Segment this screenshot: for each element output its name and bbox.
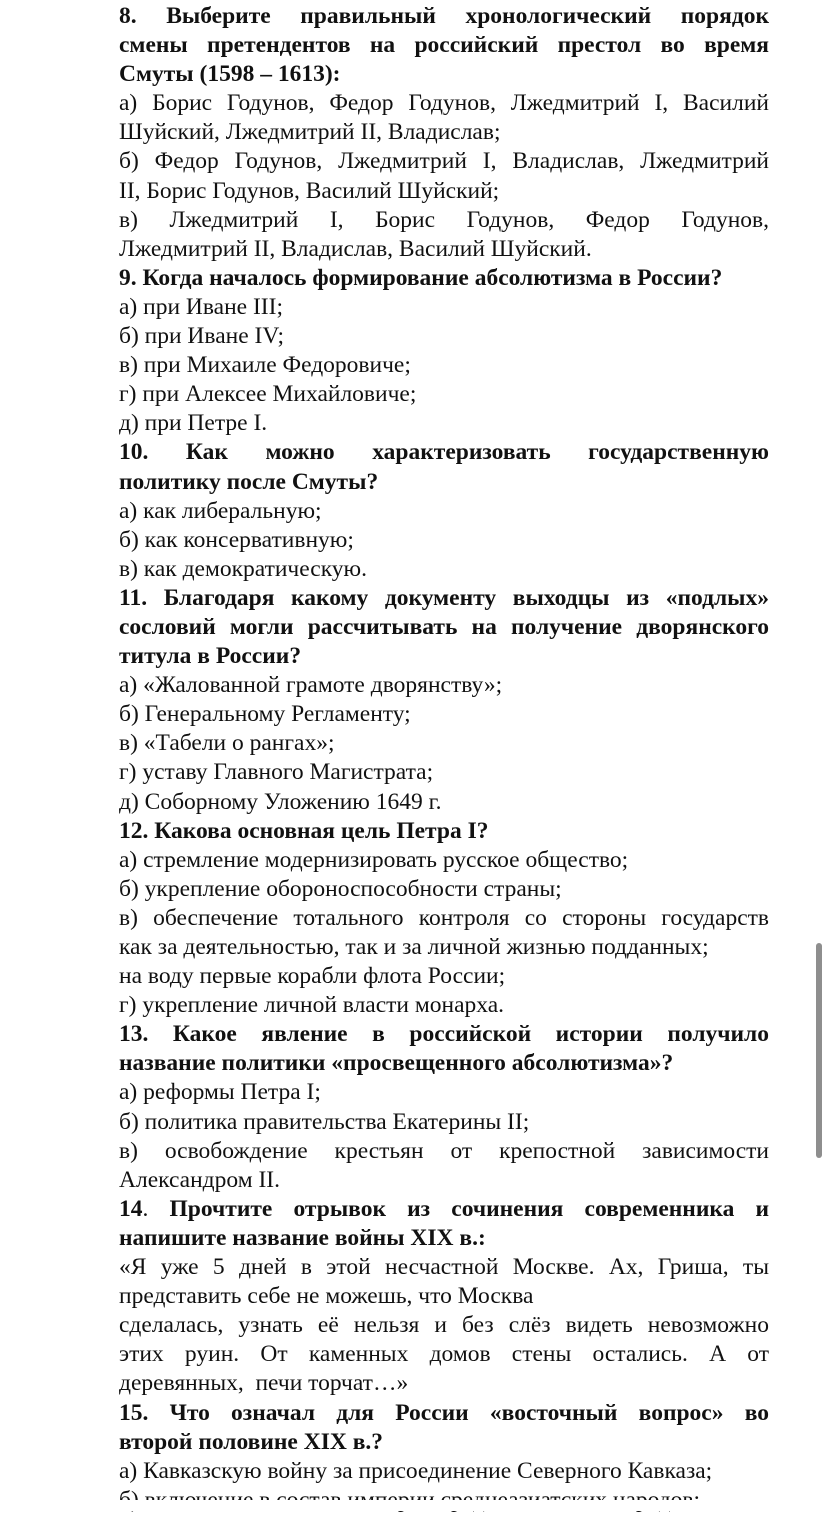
question-10-option: б) как консервативную; xyxy=(119,526,354,553)
question-14 xyxy=(119,1195,769,1399)
question-9 xyxy=(119,264,769,439)
question-8-option-a-line-1: а) Борис Годунов, Федор Годунов, Лжедмитрий I, Василий xyxy=(119,90,769,117)
question-11-option: а) «Жалованной грамоте дворянству»; xyxy=(119,672,503,699)
question-14-quote-line: сделалась, узнать её нельзя и без слёз видеть невозможно xyxy=(119,1312,769,1339)
question-11-option: в) «Табели о рангах»; xyxy=(119,730,335,757)
question-9-option: а) при Иване III; xyxy=(119,293,283,320)
question-11-option: г) уставу Главного Магистрата; xyxy=(119,759,434,786)
question-10-option: в) как демократическую. xyxy=(119,555,367,582)
question-8-title-line-3: Смуты (1598 – 1613): xyxy=(119,61,341,88)
question-14-number-dot: . xyxy=(142,1195,149,1222)
question-11-title-line-1: 11. Благодаря какому документу выходцы из «подлых» xyxy=(119,584,769,611)
question-8-option-c-line-1: в) Лжедмитрий I, Борис Годунов, Федор Годунов, xyxy=(119,206,769,233)
question-11-title-line-2: сословий могли рассчитывать на получение дворянского xyxy=(119,613,769,640)
question-13-option: Александром II. xyxy=(119,1166,280,1193)
question-12-option: г) укрепление личной власти монарха. xyxy=(119,992,504,1019)
question-14-quote-line: «Я уже 5 дней в этой несчастной Москве. Ах, Гриша, ты xyxy=(119,1254,769,1281)
question-15-title-line-2: второй половине XIX в.? xyxy=(119,1428,384,1455)
question-9-option: г) при Алексее Михайловиче; xyxy=(119,381,417,408)
question-12 xyxy=(119,817,769,1021)
page-bottom-crop xyxy=(0,1500,828,1511)
question-12-option: на воду первые корабли флота России; xyxy=(119,963,506,990)
question-14-number: 14 xyxy=(119,1195,143,1222)
question-10-option: а) как либеральную; xyxy=(119,497,322,524)
question-11 xyxy=(119,584,769,817)
question-10-title-line-2: политику после Смуты? xyxy=(119,468,379,495)
question-13-option: а) реформы Петра I; xyxy=(119,1079,321,1106)
question-13-title-line-2: название политики «просвещенного абсолютизма»? xyxy=(119,1050,674,1077)
question-13 xyxy=(119,1020,769,1195)
document-page xyxy=(119,2,769,1515)
question-13-option: в) освобождение крестьян от крепостной зависимости xyxy=(119,1137,769,1164)
question-12-option: б) укрепление обороноспособности страны; xyxy=(119,875,562,902)
vertical-scrollbar[interactable] xyxy=(816,943,822,1158)
question-8 xyxy=(119,2,769,264)
question-9-option: д) при Петре I. xyxy=(119,410,268,437)
question-9-option: б) при Иване IV; xyxy=(119,323,285,350)
question-12-option: а) стремление модернизировать русское общество; xyxy=(119,846,629,873)
question-14-title-line-1 xyxy=(119,1195,769,1224)
question-11-title-line-3: титула в России? xyxy=(119,643,302,670)
question-15-option: а) Кавказскую войну за присоединение Северного Кавказа; xyxy=(119,1457,713,1484)
question-11-option: д) Соборному Уложению 1649 г. xyxy=(119,788,442,815)
question-14-quote-line: представить себе не можешь, что Москва xyxy=(119,1283,534,1310)
question-13-option: б) политика правительства Екатерины II; xyxy=(119,1108,530,1135)
question-8-option-a-line-2: Шуйский, Лжедмитрий II, Владислав; xyxy=(119,119,501,146)
question-12-option: как за деятельностью, так и за личной жизнью подданных; xyxy=(119,934,709,960)
question-9-title: 9. Когда началось формирование абсолютизма в России? xyxy=(119,264,723,291)
question-10 xyxy=(119,438,769,583)
question-8-title-line-2: смены претендентов на российский престол во время xyxy=(119,32,769,59)
question-14-title-text: Прочтите отрывок из сочинения современника и xyxy=(169,1195,770,1222)
question-9-option: в) при Михаиле Федоровиче; xyxy=(119,352,411,379)
question-15 xyxy=(119,1399,769,1515)
question-12-option: в) обеспечение тотального контроля со стороны государств xyxy=(119,904,769,931)
question-13-title-line-1: 13. Какое явление в российской истории получило xyxy=(119,1021,769,1048)
question-14-quote-line: этих руин. От каменных домов стены остались. А от xyxy=(119,1341,769,1368)
question-8-option-c-line-2: Лжедмитрий II, Владислав, Василий Шуйский. xyxy=(119,235,592,262)
question-8-option-b-line-2: II, Борис Годунов, Василий Шуйский; xyxy=(119,177,500,204)
question-14-quote-line: деревянных, печи торчат…» xyxy=(119,1370,409,1397)
question-11-option: б) Генеральному Регламенту; xyxy=(119,701,411,728)
question-14-title-line-2: напишите название войны XIX в.: xyxy=(119,1224,486,1251)
question-8-option-b-line-1: б) Федор Годунов, Лжедмитрий I, Владислав, Лжедмитрий xyxy=(119,148,769,175)
question-10-title-line-1: 10. Как можно характеризовать государственную xyxy=(119,439,769,466)
question-15-title-line-1: 15. Что означал для России «восточный вопрос» во xyxy=(119,1399,769,1426)
question-8-title-line-1: 8. Выберите правильный хронологический порядок xyxy=(119,3,769,29)
question-12-title: 12. Какова основная цель Петра I? xyxy=(119,817,489,844)
